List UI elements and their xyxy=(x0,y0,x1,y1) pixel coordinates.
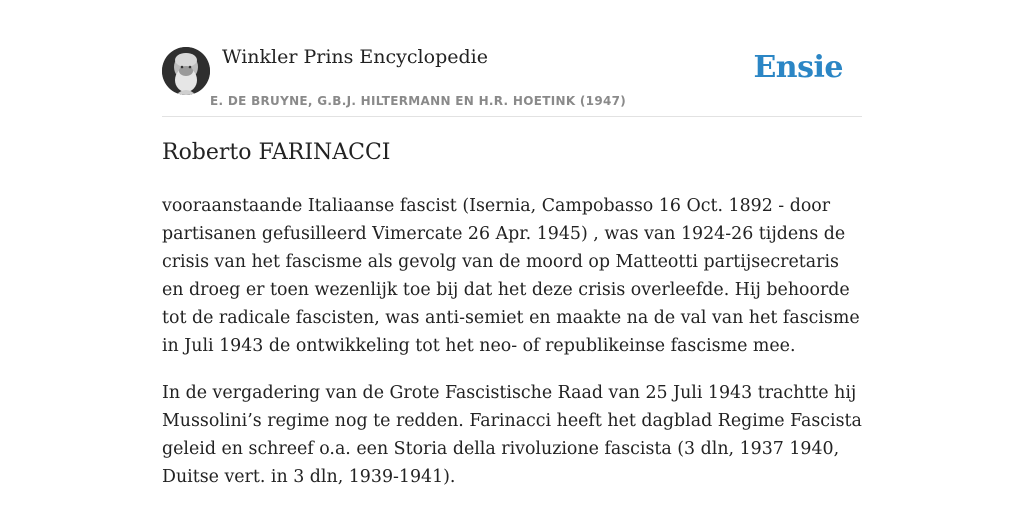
article-title: Roberto FARINACCI xyxy=(162,140,391,165)
authors-line: E. DE BRUYNE, G.B.J. HILTERMANN EN H.R. HOETINK (1947) xyxy=(210,94,627,108)
article-paragraph: vooraanstaande Italiaanse fascist (Isernia, Campobasso 16 Oct. 1892 - door partisanen gefusilleerd Vimercate 26 Apr. 1945) , was van 1924-26 tijdens de crisis van het fascisme als gevolg van de moord op Matteotti partijsecretaris en droeg er toen wezenlijk toe bij dat het deze crisis overleefde. Hij behoorde tot de radicale fascisten, was anti-semiet en maakte na de val van het fascisme in Juli 1943 de ontwikkeling tot het neo- of republikeinse fascisme mee. xyxy=(162,196,860,356)
author-avatar[interactable] xyxy=(162,47,210,95)
article-paragraph: In de vergadering van de Grote Fascistische Raad van 25 Juli 1943 trachtte hij Mussolini’s regime nog te redden. Farinacci heeft het dagblad Regime Fascista geleid en schreef o.a. een Storia della rivoluzione fascista (3 dln, 1937 1940, Duitse vert. in 3 dln, 1939-1941). xyxy=(162,383,862,487)
bearded-man-portrait-icon xyxy=(162,47,210,95)
encyclopedia-title[interactable]: Winkler Prins Encyclopedie xyxy=(222,46,488,68)
article-body xyxy=(162,192,862,510)
ensie-logo[interactable]: Ensie xyxy=(753,50,843,85)
site-header xyxy=(162,44,862,117)
